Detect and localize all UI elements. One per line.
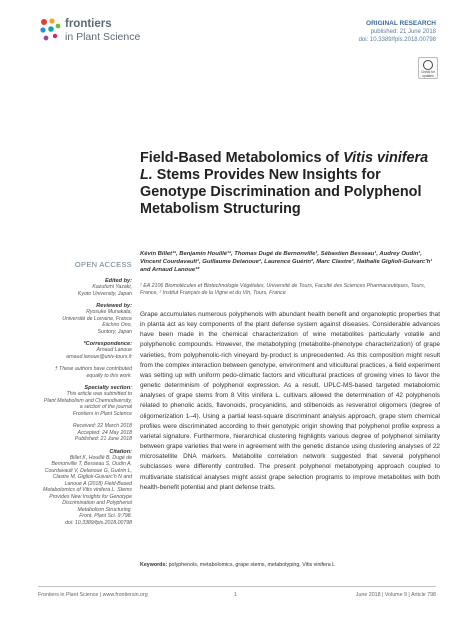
check-for-updates-button[interactable]	[418, 57, 438, 79]
footer-divider	[38, 586, 436, 587]
keywords-label: Keywords:	[140, 562, 168, 568]
citation-line: Bernonville T, Besseau S, Oudin A,	[51, 461, 132, 467]
footer-issue: June 2018 | Volume 9 | Article 798	[355, 592, 436, 598]
equal-contribution-note-2: equally to this work.	[86, 372, 132, 379]
reviewer-2-affiliation: Suntory, Japan	[97, 328, 132, 335]
citation-line: Metabolomics of Vitis vinifera L. Stems	[43, 487, 132, 493]
specialty-line-2: Plant Metabolism and Chemodiversity,	[43, 397, 132, 404]
article-type: ORIGINAL RESEARCH	[366, 20, 436, 27]
footer-journal[interactable]: Frontiers in Plant Science | www.frontiersin.org	[38, 592, 148, 598]
article-meta	[359, 20, 436, 44]
logo-text-journal: in Plant Science	[65, 31, 141, 43]
edited-by-label: Edited by:	[104, 278, 132, 284]
correspondence-name: Arnaud Lanoue	[96, 347, 132, 353]
citation-line: Lanoue A (2018) Field-Based	[64, 480, 132, 487]
updates-label: Check for updates	[421, 70, 435, 78]
frontiers-logo-icon	[38, 17, 62, 45]
specialty-section-label: Specialty section:	[84, 385, 132, 391]
reviewed-by-label: Reviewed by:	[96, 303, 132, 309]
received-date: Received: 22 March 2018	[72, 423, 132, 429]
reviewer-1-affiliation: Université de Lorraine, France	[62, 315, 132, 322]
citation-line: Front. Plant Sci. 9:798.	[79, 513, 132, 519]
title-species: Vitis vinifera L.	[140, 150, 429, 183]
citation-line: Discrimination and Polyphenol	[62, 500, 132, 506]
keywords-list: polyphenols, metabolomics, grape stems, metabotyping, Vitis vinifera L	[168, 562, 336, 568]
reviewer-1-name: Ryosuke Munakata,	[86, 309, 132, 315]
affiliations: ¹ EA 2106 Biomolécules et Biotechnologie Végétales, Université de Tours, Faculté des Sciences Pharmaceutiques, Tours, France, ² Institut Français de la Vigne et du Vin, Tours, France	[140, 283, 426, 296]
editor-affiliation: Kyoto University, Japan	[77, 290, 132, 297]
correspondence-email[interactable]: arnaud.lanoue@univ-tours.fr	[66, 353, 132, 360]
published-date-left: Published: 21 June 2018	[74, 436, 132, 442]
reviewer-2-name: Eiichiro Ono,	[102, 322, 132, 328]
citation-label: Citation:	[109, 448, 132, 455]
journal-logo[interactable]	[38, 17, 158, 47]
article-title: Field-Based Metabolomics of Vitis vinifera L. Stems Provides New Insights for Genotype Discrimination and Polyphenol Metabolism Structuring	[140, 150, 429, 217]
doi-link[interactable]: doi: 10.3389/fpls.2018.00798	[358, 37, 436, 43]
specialty-line-3: a section of the journal	[79, 404, 132, 410]
abstract-text: Grape accumulates numerous polyphenols with abundant health benefit and organoleptic properties that in planta act as key components of the plant defense system against diseases. Considerable advances have been made in the chemical characterization of wine metabolites particularly volatile and polyphenolic compounds. However, the metabotyping (metabolite-phenotype characterization) of grape varieties, from polyphenolic-rich vineyard by-product is unprecedented. As this composition might result from the complex interaction between genotype, environment and viticultural practices, a field experiment was setting up with uniform pedo-climatic factors and viticultural practices of growing vines to favor the genetic determinism of polyphenol expression. As a result, UPLC-MS-based targeted metabolomic analyses of grape stems from 8 Vitis vinifera L. cultivars allowed the determination of 42 polyphenols related to phenolic acids, flavonoids, procyanidins, and stilbenoids as resveratrol oligomers (degree of oligomerization 1–4). Using a partial least-square discriminant analysis approach, grape stem chemical profiles were discriminated according to their genotypic origin showing that polyphenol profile express a varietal signature. Furthermore, hierarchical clustering highlights various degree of polyphenol similarity between grape varieties that were in agreement with the genetic distance using clustering analyses of 22 microsatellite DNA markers. Metabolite correlation network suggested that several polyphenol subclasses were differently controlled. The present polyphenol metabotyping approach coupled to multivariate statistical analyses might assist grape selection programs to improve metabolites with both health-benefit potential and plant defense traits.	[140, 311, 440, 491]
citation-line: Clastre M, Giglioli-Guivarc'h N and	[52, 474, 132, 480]
updates-icon	[423, 60, 433, 70]
left-sidebar	[38, 260, 132, 526]
logo-text-frontiers: frontiers	[65, 18, 112, 30]
published-date: published: 21 June 2018	[370, 29, 436, 35]
citation-line: Provides New Insights for Genotype	[49, 493, 132, 500]
citation-line: Metabolism Structuring.	[77, 506, 132, 513]
specialty-line-4: Frontiers in Plant Science	[72, 410, 132, 417]
equal-contribution-note: † These authors have contributed	[54, 366, 132, 372]
citation-line: Courdavault V, Delanoue G, Guérin L,	[44, 467, 132, 474]
footer-page-number: 1	[234, 592, 237, 598]
open-access-label[interactable]: OPEN ACCESS	[74, 260, 132, 269]
author-list: Kévin Billet¹², Benjamin Houillé¹², Thomas Dugé de Bernonville¹, Sébastien Besseau¹, Audrey Oudin¹, Vincent Courdavault¹, Guillaume Delanoue², Laurence Guérin², Marc Clastre¹, Nathalie Giglioli-Guivarc'h¹ and Arnaud Lanoue¹*	[140, 251, 433, 273]
citation-line: Billet K, Houillé B, Dugé de	[69, 454, 132, 461]
editor-name: Kazufumi Yazaki,	[92, 284, 132, 290]
specialty-line-1: This article was submitted to	[66, 391, 132, 397]
accepted-date: Accepted: 24 May 2018	[77, 429, 132, 436]
keywords	[140, 562, 440, 568]
correspondence-label: *Correspondence:	[83, 341, 132, 347]
citation-doi[interactable]: doi: 10.3389/fpls.2018.00798	[65, 519, 132, 526]
